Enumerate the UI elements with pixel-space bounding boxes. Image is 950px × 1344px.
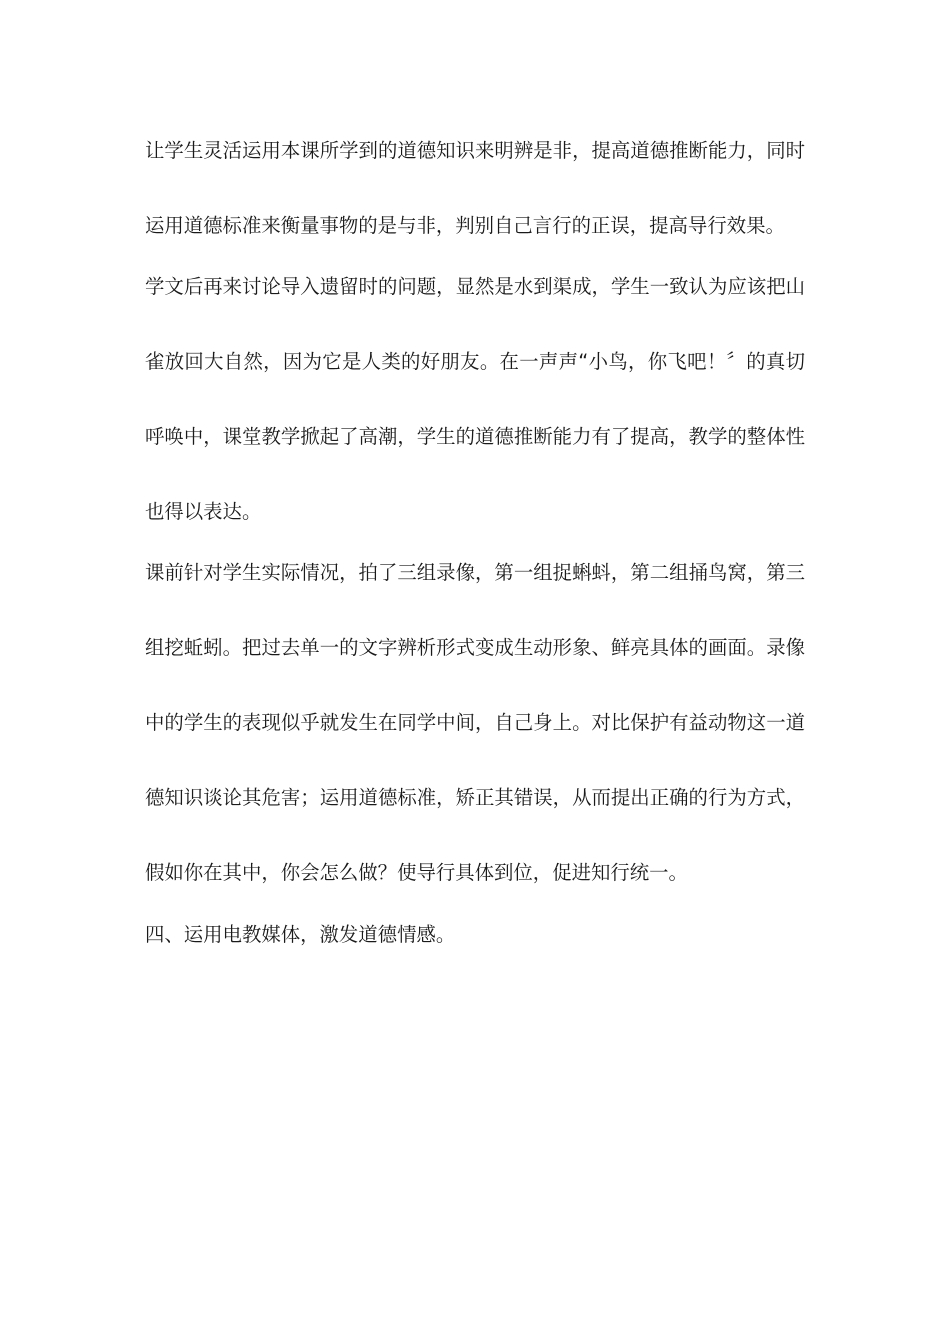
paragraph-3-line-1: 课前针对学生实际情况，拍了三组录像，第一组捉蝌蚪，第二组捅鸟窝，第三 [145,561,805,584]
paragraph-1-line-2: 运用道德标准来衡量事物的是与非，判别自己言行的正误，提高导行效果。 [145,214,785,237]
paragraph-3-line-5: 假如你在其中，你会怎么做？使导行具体到位，促进知行统一。 [145,861,688,884]
paragraph-2-line-1: 学文后再来讨论导入遗留时的问题，显然是水到渠成，学生一致认为应该把山 [145,275,805,298]
paragraph-3-line-3: 中的学生的表现似乎就发生在同学中间，自己身上。对比保护有益动物这一道 [145,711,805,734]
paragraph-2-line-3: 呼唤中，课堂教学掀起了高潮，学生的道德推断能力有了提高，教学的整体性 [145,425,805,448]
paragraph-1-line-1: 让学生灵活运用本课所学到的道德知识来明辨是非，提高道德推断能力，同时 [145,139,805,162]
paragraph-3-line-4: 德知识谈论其危害；运用道德标准，矫正其错误，从而提出正确的行为方式， [145,786,805,809]
paragraph-2-line-2: 雀放回大自然，因为它是人类的好朋友。在一声声“小鸟，你飞吧！〞的真切 [145,350,805,373]
paragraph-3-line-2: 组挖蚯蚓。把过去单一的文字辨析形式变成生动形象、鲜亮具体的画面。录像 [145,636,805,659]
section-heading: 四、运用电教媒体，激发道德情感。 [145,923,456,946]
paragraph-2-line-4: 也得以表达。 [145,500,262,523]
